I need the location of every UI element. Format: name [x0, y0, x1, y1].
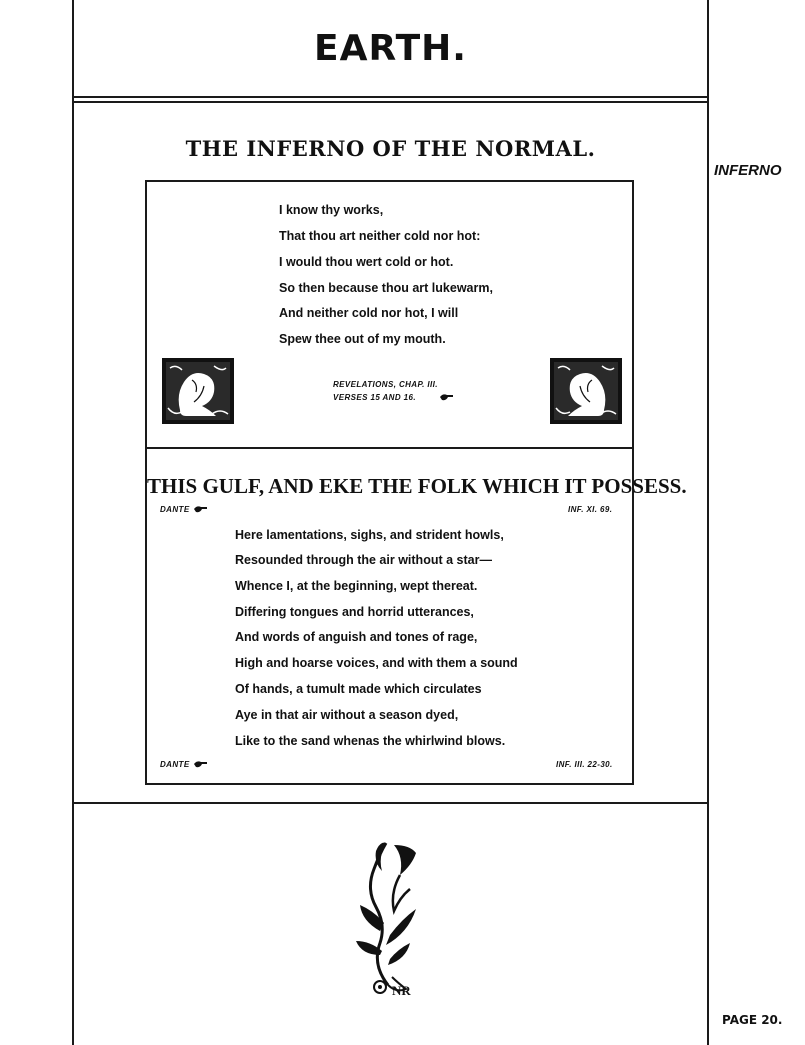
section-title: THE INFERNO OF THE NORMAL.	[185, 136, 596, 161]
revelation-line: Spew thee out of my mouth.	[279, 332, 446, 346]
revelation-line: I know thy works,	[279, 203, 384, 217]
frame-divider	[145, 447, 634, 449]
page-number: PAGE 20.	[722, 1013, 783, 1027]
pointing-hand-icon	[194, 760, 208, 768]
dante-bottom-author: DANTE	[160, 760, 190, 769]
right-border-line	[707, 0, 709, 1045]
dante-line: Differing tongues and horrid utterances,	[235, 605, 474, 619]
revelation-citation-line2: VERSES 15 AND 16.	[333, 393, 416, 402]
pointing-hand-icon	[194, 505, 208, 513]
side-label: INFERNO	[714, 162, 782, 179]
dante-top-author: DANTE	[160, 505, 190, 514]
crouching-figure-illustration-right	[550, 358, 622, 424]
dante-line: Here lamentations, sighs, and strident howls,	[235, 528, 504, 542]
revelation-line: And neither cold nor hot, I will	[279, 306, 459, 320]
dante-line: Of hands, a tumult made which circulates	[235, 682, 482, 696]
plant-flourish-ornament	[350, 835, 440, 1005]
revelation-line: That thou art neither cold nor hot:	[279, 229, 481, 243]
dante-line: Like to the sand whenas the whirlwind blows.	[235, 734, 506, 748]
page-title: EARTH.	[314, 28, 467, 69]
dante-line: Aye in that air without a season dyed,	[235, 708, 459, 722]
revelation-line: I would thou wert cold or hot.	[279, 255, 454, 269]
dante-line: High and hoarse voices, and with them a sound	[235, 656, 518, 670]
pointing-hand-icon	[440, 393, 454, 401]
dante-quote-title: THIS GULF, AND EKE THE FOLK WHICH IT POSSESS.	[147, 474, 687, 498]
footer-rule	[72, 802, 709, 804]
header-rule-bottom	[72, 101, 709, 103]
dante-bottom-reference: INF. III. 22-30.	[556, 760, 613, 769]
dante-line: Whence I, at the beginning, wept thereat.	[235, 579, 478, 593]
crouching-figure-illustration-left	[162, 358, 234, 424]
monogram: NR	[392, 983, 411, 998]
revelation-line: So then because thou art lukewarm,	[279, 281, 493, 295]
dante-line: Resounded through the air without a star—	[235, 553, 492, 567]
dante-line: And words of anguish and tones of rage,	[235, 630, 478, 644]
revelation-citation-line1: REVELATIONS, CHAP. III.	[333, 380, 438, 389]
header-rule-top	[72, 96, 709, 98]
dante-top-reference: INF. XI. 69.	[568, 505, 613, 514]
